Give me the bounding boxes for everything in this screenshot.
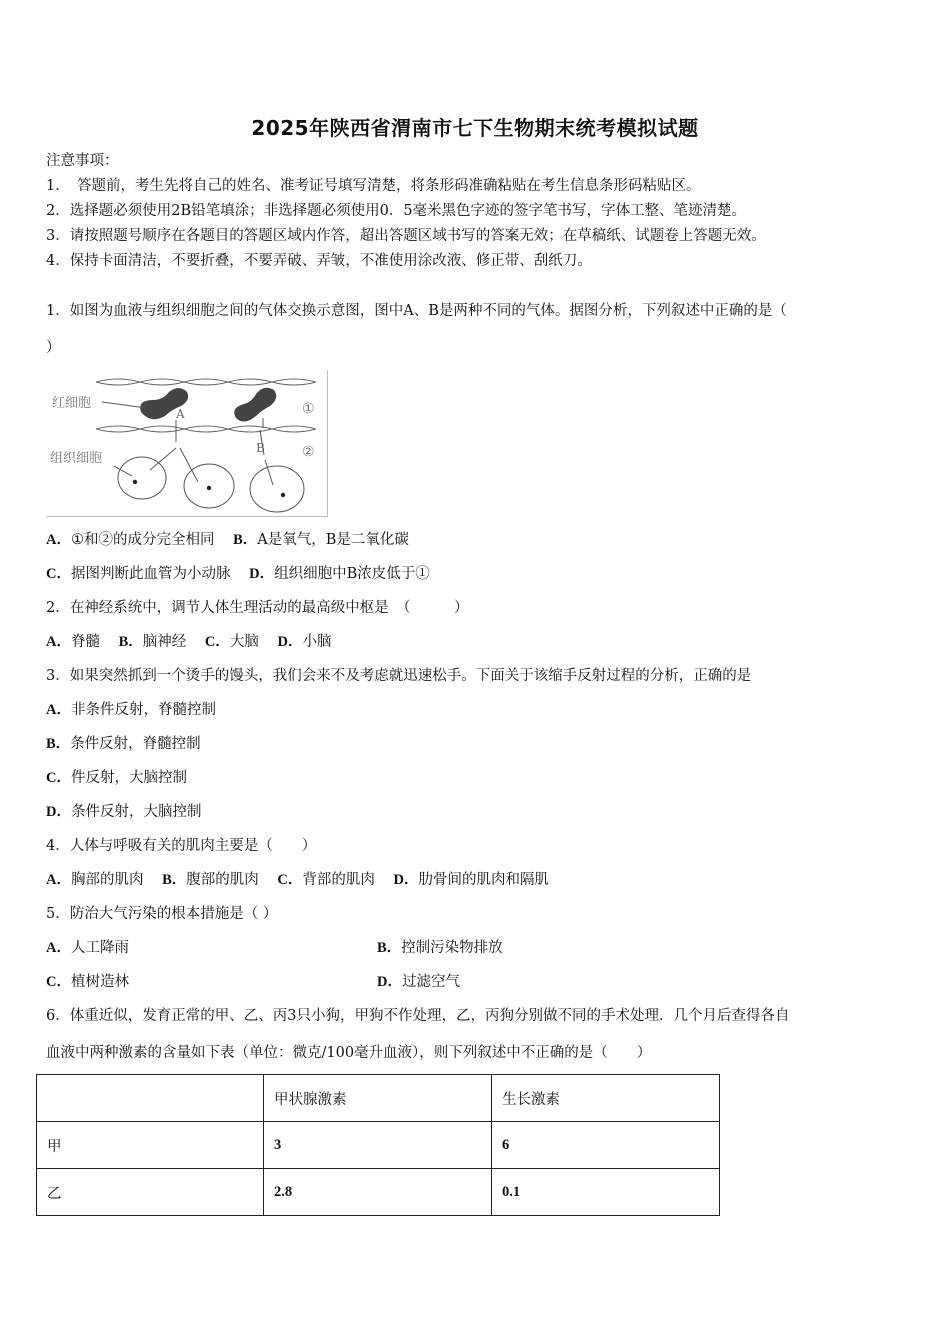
gas-exchange-illustration [46,370,327,516]
option-b[interactable]: B．A是氧气，B是二氧化碳 [233,532,409,548]
option-a[interactable]: A．非条件反射，脊髓控制 [46,702,216,718]
option-a[interactable]: A．人工降雨 [46,940,129,956]
table-cell: 甲 [37,1122,264,1169]
option-c[interactable]: C．据图判断此血管为小动脉 [46,566,231,582]
option-c[interactable]: C．植树造林 [46,974,129,990]
table-cell: 2.8 [264,1169,492,1216]
option-d[interactable]: D．组织细胞中B浓皮低于① [249,566,430,582]
option-d[interactable]: D．条件反射，大脑控制 [46,804,202,820]
option-b[interactable]: B．脑神经 [118,634,187,650]
table-header-cell [37,1075,264,1122]
svg-text:红细胞: 红细胞 [52,396,92,411]
notice-item: 1． 答题前，考生先将自己的姓名、准考证号填写清楚，将条形码准确粘贴在考生信息条形码粘贴区。 [46,178,701,194]
table-header-cell: 生长激素 [492,1075,720,1122]
svg-text:组织细胞: 组织细胞 [50,451,103,466]
option-a[interactable]: A．①和②的成分完全相同 [46,532,215,548]
notice-item: 2．选择题必须使用2B铅笔填涂；非选择题必须使用0．5毫米黑色字迹的签字笔书写，字体工整、笔迹清楚。 [46,203,747,219]
option-d[interactable]: D．小脑 [277,634,332,650]
notice-item: 3．请按照题号顺序在各题目的答题区域内作答，超出答题区域书写的答案无效；在草稿纸、试题卷上答题无效。 [46,228,766,244]
notice-item: 4．保持卡面清洁，不要折叠，不要弄破、弄皱，不准使用涂改液、修正带、刮纸刀。 [46,253,592,269]
table-cell: 3 [264,1122,492,1169]
question-stem: 1．如图为血液与组织细胞之间的气体交换示意图，图中A、B是两种不同的气体。据图分析，下列叙述中正确的是（ [46,303,787,319]
svg-text:①: ① [302,401,315,417]
table-row [37,1122,720,1169]
option-c[interactable]: C．大脑 [204,634,259,650]
options-row [46,870,549,890]
options-row [46,632,331,652]
option-b[interactable]: B．控制污染物排放 [377,940,503,956]
option-d[interactable]: D．过滤空气 [377,974,460,990]
option-c[interactable]: C．件反射，大脑控制 [46,770,187,786]
question-stem: 2．在神经系统中，调节人体生理活动的最高级中枢是 （ ） [46,600,469,616]
question-stem: 3．如果突然抓到一个烫手的馒头，我们会来不及考虑就迅速松手。下面关于该缩手反射过程的分析，正确的是 [46,668,752,684]
option-c[interactable]: C．背部的肌肉 [277,872,375,888]
options-row [46,530,409,550]
page-title: 2025年陕西省渭南市七下生物期末统考模拟试题 [251,116,699,140]
table-header-cell: 甲状腺激素 [264,1075,492,1122]
gas-exchange-diagram [46,370,328,517]
table-cell: 0.1 [492,1169,720,1216]
table-row [37,1169,720,1216]
option-d[interactable]: D．肋骨间的肌肉和隔肌 [393,872,549,888]
question-stem: 4．人体与呼吸有关的肌肉主要是（ ） [46,838,317,854]
svg-text:B: B [256,441,265,455]
option-b[interactable]: B．腹部的肌肉 [162,872,259,888]
svg-text:②: ② [302,444,315,460]
svg-text:A: A [176,407,185,421]
table-header-row [37,1075,720,1122]
hormone-table [36,1074,720,1216]
question-stem: 6．体重近似，发育正常的甲、乙、丙3只小狗，甲狗不作处理，乙，丙狗分别做不同的手术处理．几个月后查得各自 [46,1008,790,1024]
option-b[interactable]: B．条件反射，脊髓控制 [46,736,201,752]
question-stem-cont: 血液中两种激素的含量如下表（单位：微克/100毫升血液），则下列叙述中不正确的是（ ） [46,1045,652,1061]
table-cell: 乙 [37,1169,264,1216]
option-a[interactable]: A．脊髓 [46,634,100,650]
option-a[interactable]: A．胸部的肌肉 [46,872,144,888]
table-cell: 6 [492,1122,720,1169]
options-row [46,564,430,584]
question-stem-cont: ） [46,340,61,356]
question-stem: 5．防治大气污染的根本措施是（ ） [46,906,278,922]
notice-heading: 注意事项： [46,153,119,169]
